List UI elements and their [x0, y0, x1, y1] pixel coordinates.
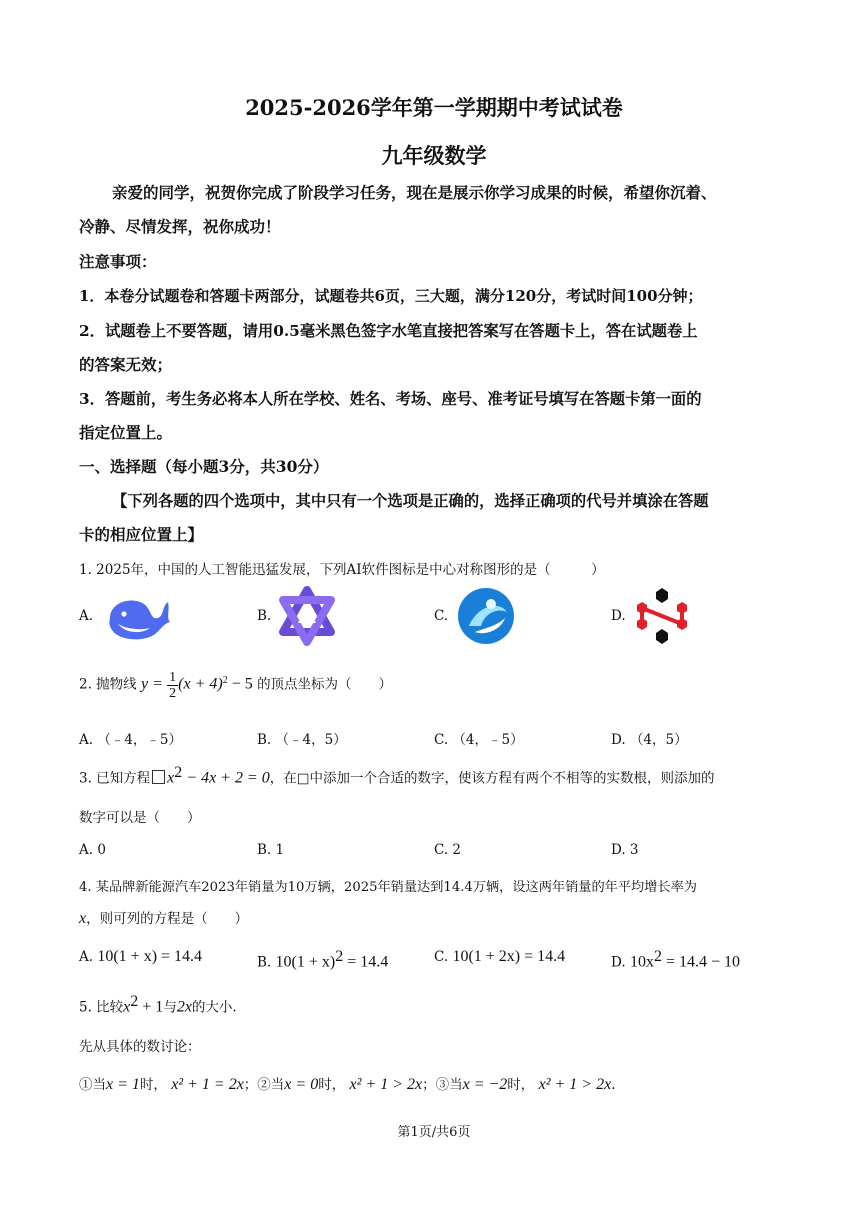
blank-box [152, 770, 165, 784]
q1-option-d-label: D. [611, 608, 626, 624]
question-5-cases: ①当x = 1时， x² + 1 = 2x；②当x = 0时， x² + 1 > 2x；③当x = −2时， x² + 1 > 2x. [79, 1076, 616, 1093]
q2-option-c: C. （4，﹣5） [434, 732, 524, 748]
section-1-instructions-line-1: 【下列各题的四个选项中，其中只有一个选项是正确的，选择正确项的代号并填涂在答题 [112, 492, 709, 510]
section-1-heading: 一、选择题（每小题3分，共30分） [79, 457, 329, 476]
notes-item-2-line-1: 2．试题卷上不要答题，请用0.5毫米黑色签字水笔直接把答案写在答题卡上，答在试题卷上 [79, 322, 698, 340]
fraction-one-half: $\frac{1}{2}$ [169, 669, 177, 701]
exam-title: 2025-2026学年第一学期期中考试试卷 [245, 95, 623, 120]
q3-option-b: B. 1 [257, 842, 285, 858]
q1-option-a-label: A. [79, 608, 94, 624]
question-3-text: 3. 已知方程 $x^2 - 4x + 2 = 0$，在□中添加一个合适的数字，使该方程有两个不相等的实数根，则添加的 [79, 764, 715, 787]
q4-option-a: A. 10(1 + x) = 14.4 [79, 948, 203, 965]
section-1-instructions-line-2: 卡的相应位置上】 [79, 525, 204, 544]
notes-heading: 注意事项： [79, 252, 157, 271]
q3-option-d: D. 3 [611, 842, 639, 858]
notes-item-1: 1．本卷分试题卷和答题卡两部分，试题卷共6页，三大题，满分120分，考试时间100分钟； [79, 287, 703, 305]
intro-line-1: 亲爱的同学，祝贺你完成了阶段学习任务，现在是展示你学习成果的时候，希望你沉着、 [112, 183, 717, 202]
question-4-line-2: x，则可列的方程是（ ） [79, 910, 249, 927]
q1-option-b-label: B. [257, 608, 272, 624]
q3-option-a: A. 0 [79, 842, 106, 858]
question-5-line-1: 5. 比较$x^2 + 1$与2x的大小. [79, 993, 237, 1016]
whale-logo-icon [100, 588, 176, 644]
page-number: 第1页/共6页 [397, 1125, 471, 1140]
q3-option-c: C. 2 [434, 842, 462, 858]
star-hexagram-logo-icon [276, 586, 338, 646]
q2-option-d: D. （4，5） [611, 732, 688, 748]
q4-option-c: C. 10(1 + 2x) = 14.4 [434, 948, 566, 965]
q2-option-b: B. （﹣4，5） [257, 732, 347, 748]
notes-item-3-line-1: 3．答题前，考生务必将本人所在学校、姓名、考场、座号、准考证号填写在答题卡第一面的 [79, 390, 702, 408]
question-1-text: 1. 2025年，中国的人工智能迅猛发展，下列AI软件图标是中心对称图形的是（ ） [79, 562, 605, 578]
q4-option-b: B. $10(1 + x)^2 = 14.4$ [257, 948, 389, 971]
question-4-line-1: 4. 某品牌新能源汽车2023年销量为10万辆，2025年销量达到14.4万辆，设这两年销量的年平均增长率为 [79, 880, 697, 895]
q2-option-a: A. （﹣4，﹣5） [79, 732, 183, 748]
swirl-circle-logo-icon [455, 586, 517, 646]
question-5-line-2: 先从具体的数讨论： [79, 1039, 201, 1055]
q4-option-d: D. $10x^2 = 14.4 - 10$ [611, 948, 740, 971]
hexagon-network-logo-icon [630, 586, 694, 646]
question-2-text: 2. 抛物线 y = $\frac{1}{2}$ $(x + 4)^2 - 5$ 的顶点坐标为（ ） [79, 669, 393, 701]
question-3-line-2: 数字可以是（ ） [79, 810, 201, 826]
exam-subtitle: 九年级数学 [381, 143, 487, 168]
notes-item-2-line-2: 的答案无效； [79, 355, 173, 374]
intro-line-2: 冷静、尽情发挥，祝你成功！ [79, 217, 281, 236]
q1-option-c-label: C. [434, 608, 449, 624]
notes-item-3-line-2: 指定位置上。 [79, 423, 173, 442]
